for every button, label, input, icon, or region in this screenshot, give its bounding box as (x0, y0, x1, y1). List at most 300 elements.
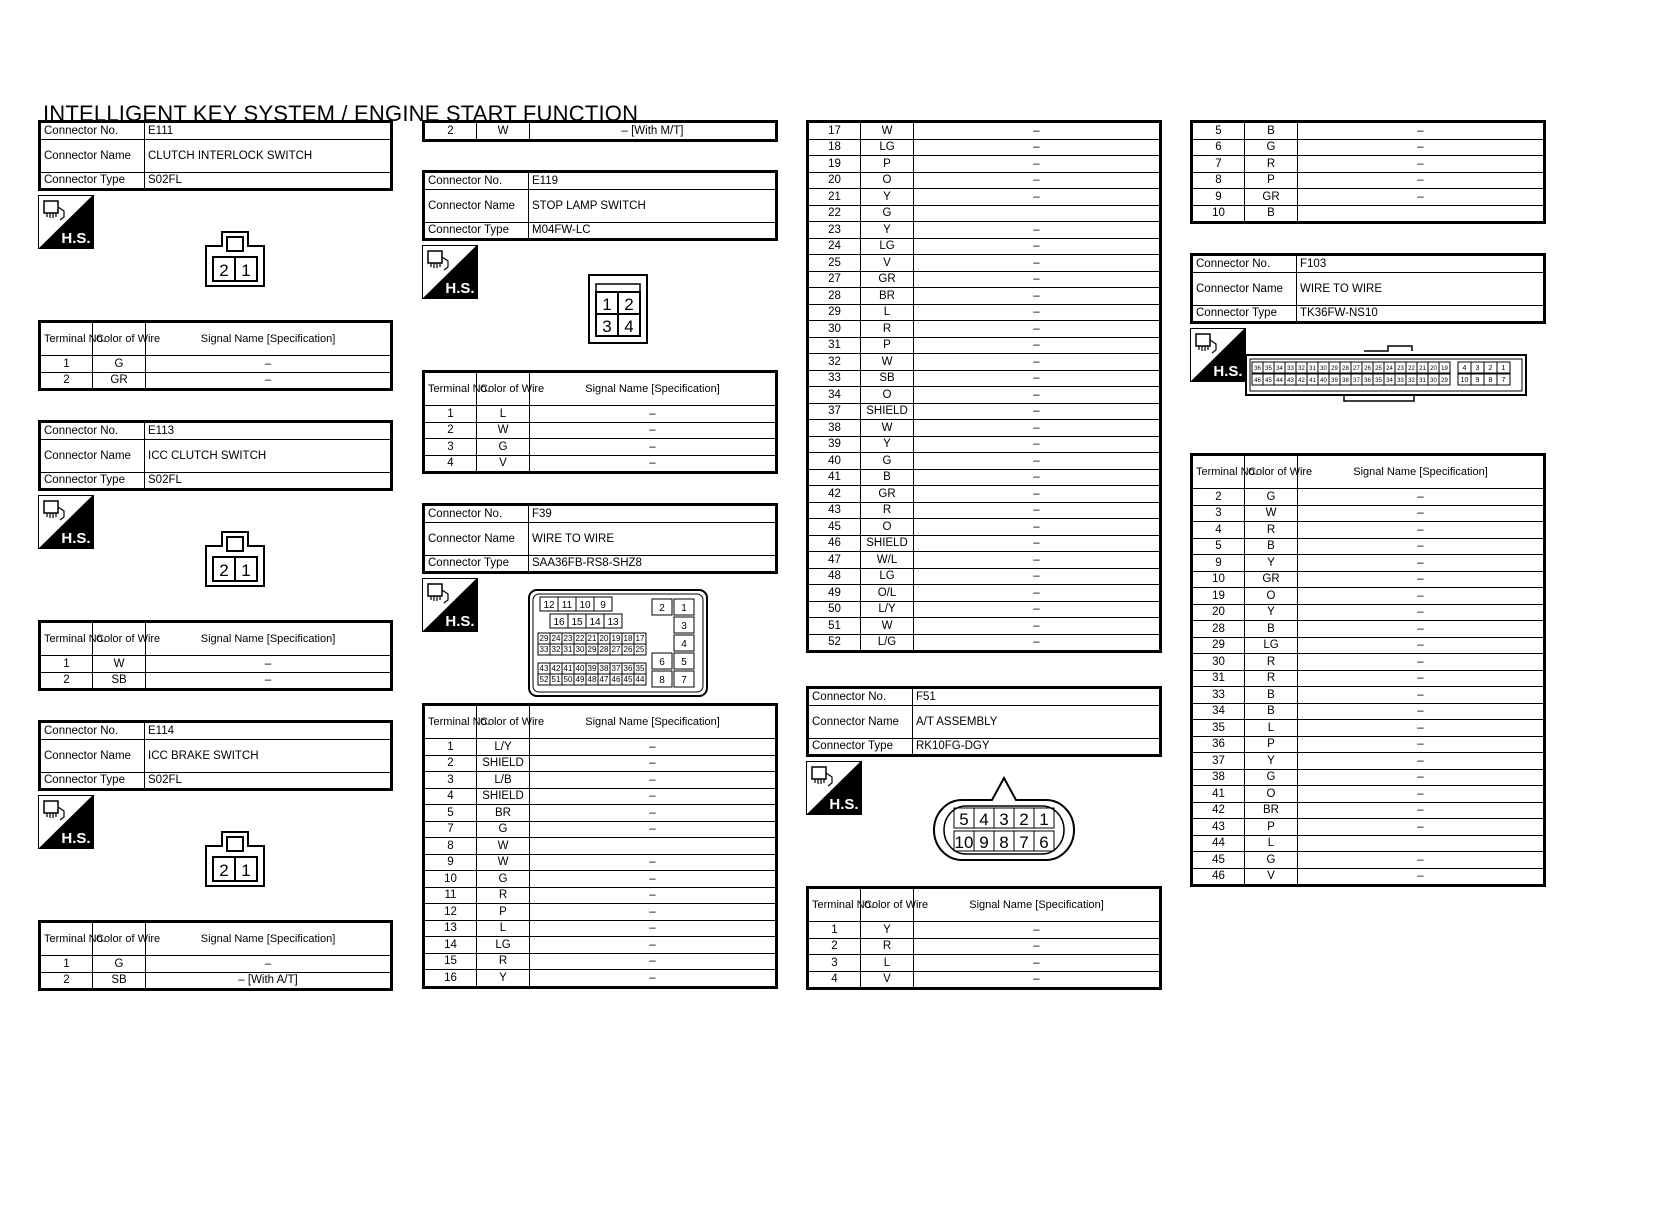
signal-name: – (530, 422, 777, 439)
terminal-table (38, 920, 393, 991)
signal-name: – (1298, 505, 1545, 522)
terminal-no: 29 (1192, 637, 1245, 654)
terminal-no: 33 (808, 370, 861, 387)
terminal-no: 2 (40, 672, 93, 690)
terminal-no: 11 (424, 887, 477, 904)
terminal-no: 20 (808, 172, 861, 189)
pin-label: 25 (1375, 366, 1382, 372)
pin-label: 20 (1430, 366, 1437, 372)
table-row (1192, 868, 1545, 886)
table-row (1192, 670, 1545, 687)
terminal-table (422, 703, 778, 989)
wire-color: BR (861, 288, 914, 305)
wire-color: V (1245, 868, 1298, 886)
terminal-table (422, 370, 778, 474)
terminal-no: 43 (1192, 819, 1245, 836)
terminal-no: 34 (1192, 703, 1245, 720)
pin-label: 44 (635, 675, 645, 684)
wire-color: G (1245, 769, 1298, 786)
pin-label: 42 (551, 664, 561, 673)
terminal-no: 28 (1192, 621, 1245, 638)
wire-color: O (861, 172, 914, 189)
pin-label: 34 (1276, 366, 1283, 372)
pin-label: 5 (959, 810, 969, 829)
pin-label: 44 (1276, 378, 1283, 384)
pin-label: 46 (611, 675, 621, 684)
hs-label: H.S. (445, 280, 475, 297)
wire-color: G (93, 356, 146, 373)
pin-label: 5 (681, 657, 687, 668)
signal-name: – (530, 937, 777, 954)
pin-label: 31 (1419, 378, 1426, 384)
wire-color: SB (93, 972, 146, 990)
terminal-no: 9 (1192, 189, 1245, 206)
signal-name: – (1298, 172, 1545, 189)
connector-name-value: ICC CLUTCH SWITCH (145, 439, 392, 472)
wire-color: R (861, 502, 914, 519)
wire-color: L (861, 955, 914, 972)
pin-label: 22 (1408, 366, 1415, 372)
connector-f103 (1190, 253, 1546, 883)
wire-color: L (477, 406, 530, 423)
signal-name: – (914, 387, 1161, 404)
table-row (1192, 489, 1545, 506)
table-row (808, 618, 1161, 635)
wire-color: P (1245, 172, 1298, 189)
connector-type-value: TK36FW-NS10 (1297, 305, 1545, 323)
terminal-table (1190, 453, 1546, 887)
hs-label: H.S. (829, 796, 859, 813)
terminal-table-f51-cont (1190, 120, 1546, 224)
signal-name: – (914, 271, 1161, 288)
wire-color: GR (1245, 571, 1298, 588)
signal-name: – (1298, 819, 1545, 836)
pin-label: 43 (1287, 378, 1294, 384)
table-row (424, 805, 777, 822)
wire-color-header: Color of Wire (93, 622, 146, 656)
signal-name: – (530, 854, 777, 871)
connector-e119 (422, 170, 778, 470)
signal-name: – (146, 956, 392, 973)
table-row (1192, 122, 1545, 140)
table-row (808, 222, 1161, 239)
wire-color: SHIELD (861, 403, 914, 420)
terminal-no: 44 (1192, 835, 1245, 852)
signal-name-header: Signal Name [Specification] (1298, 455, 1545, 489)
terminal-no: 42 (1192, 802, 1245, 819)
wire-color: W (477, 122, 530, 141)
pin-label: 36 (623, 664, 633, 673)
signal-name: – (530, 904, 777, 921)
pin-label: 2 (1488, 365, 1493, 372)
pin-label: 7 (1019, 833, 1029, 852)
pin-label: 2 (659, 603, 665, 614)
connector-f51 (806, 686, 1162, 986)
pin-label: 35 (1265, 366, 1272, 372)
wire-color: L/B (477, 772, 530, 789)
pin-label: 38 (1342, 378, 1349, 384)
terminal-table (806, 886, 1162, 990)
signal-name: – (530, 772, 777, 789)
table-row (1192, 720, 1545, 737)
pin-label: 42 (1298, 378, 1305, 384)
signal-name: – (914, 304, 1161, 321)
pin-label: 47 (599, 675, 609, 684)
signal-name: – (914, 519, 1161, 536)
terminal-table (422, 120, 778, 142)
connector-name-label: Connector Name (40, 439, 145, 472)
pin-label: 39 (1331, 378, 1338, 384)
signal-name: – (914, 436, 1161, 453)
hs-label: H.S. (61, 530, 91, 547)
table-row (808, 955, 1161, 972)
hs-label: H.S. (445, 613, 475, 630)
signal-name: – (914, 502, 1161, 519)
signal-name: – (530, 821, 777, 838)
pin-label: 32 (1408, 378, 1415, 384)
pin-label: 27 (611, 645, 621, 654)
table-row (808, 469, 1161, 486)
signal-name: – (1298, 736, 1545, 753)
connector-no-value: E111 (145, 122, 392, 140)
wire-color: P (1245, 819, 1298, 836)
signal-name: – (914, 189, 1161, 206)
signal-name: – (530, 755, 777, 772)
harness-side-icon (422, 578, 480, 634)
terminal-no: 9 (424, 854, 477, 871)
pin-label: 45 (623, 675, 633, 684)
pin-label: 30 (575, 645, 585, 654)
wire-color: P (477, 904, 530, 921)
pin-label: 2 (219, 561, 229, 580)
pin-label: 43 (539, 664, 549, 673)
connector-no-value: E114 (145, 722, 392, 740)
table-row (1192, 621, 1545, 638)
terminal-no: 16 (424, 970, 477, 988)
pin-label: 2 (624, 295, 634, 314)
pin-label: 8 (999, 833, 1009, 852)
signal-name: – (914, 288, 1161, 305)
terminal-no: 19 (808, 156, 861, 173)
table-row (808, 172, 1161, 189)
pin-label: 24 (551, 634, 561, 643)
pin-label: 35 (1375, 378, 1382, 384)
terminal-no: 19 (1192, 588, 1245, 605)
signal-name: – (1298, 786, 1545, 803)
table-row (1192, 703, 1545, 720)
signal-name: – (1298, 621, 1545, 638)
pin-label: 9 (1475, 377, 1480, 384)
signal-name: – (914, 222, 1161, 239)
wire-color: SB (861, 370, 914, 387)
signal-name: – (1298, 522, 1545, 539)
terminal-no: 3 (1192, 505, 1245, 522)
terminal-no: 38 (1192, 769, 1245, 786)
signal-name: – (914, 370, 1161, 387)
pin-label: 33 (1397, 378, 1404, 384)
wire-color: BR (1245, 802, 1298, 819)
terminal-no: 8 (424, 838, 477, 855)
terminal-no: 41 (808, 469, 861, 486)
connector-type-label: Connector Type (808, 738, 913, 756)
terminal-no: 52 (808, 634, 861, 652)
pin-label: 23 (1397, 366, 1404, 372)
pin-label: 1 (241, 861, 251, 880)
pin-label: 31 (1309, 366, 1316, 372)
pin-label: 8 (1488, 377, 1493, 384)
pin-label: 29 (539, 634, 549, 643)
table-row (808, 535, 1161, 552)
pin-label: 4 (1462, 365, 1467, 372)
table-row (808, 304, 1161, 321)
table-row (808, 321, 1161, 338)
table-row (808, 156, 1161, 173)
connector-face-diagram (528, 589, 708, 697)
signal-name: – (1298, 753, 1545, 770)
pin-label: 15 (571, 617, 583, 628)
wire-color: Y (861, 222, 914, 239)
terminal-no: 40 (808, 453, 861, 470)
table-row (424, 455, 777, 473)
table-row (808, 436, 1161, 453)
table-row (808, 205, 1161, 222)
pin-label: 32 (1298, 366, 1305, 372)
wire-color: O (861, 519, 914, 536)
signal-name: – (146, 372, 392, 390)
connector-e113 (38, 420, 393, 687)
connector-type-value: S02FL (145, 772, 392, 790)
pin-label: 26 (623, 645, 633, 654)
pin-label: 6 (659, 657, 665, 668)
pin-label: 33 (1287, 366, 1294, 372)
terminal-no: 2 (1192, 489, 1245, 506)
signal-name: – (530, 920, 777, 937)
connector-name-value: STOP LAMP SWITCH (529, 189, 777, 222)
pin-label: 41 (563, 664, 573, 673)
wire-color: Y (861, 189, 914, 206)
wire-color: Y (1245, 555, 1298, 572)
signal-name: – (914, 403, 1161, 420)
wire-color: L/Y (861, 601, 914, 618)
connector-no-value: F51 (913, 688, 1161, 706)
table-row (424, 887, 777, 904)
terminal-table (806, 120, 1162, 653)
terminal-no: 14 (424, 937, 477, 954)
pin-label: 9 (979, 833, 989, 852)
table-row (808, 634, 1161, 652)
wire-color: R (1245, 670, 1298, 687)
terminal-no: 5 (424, 805, 477, 822)
table-row (808, 337, 1161, 354)
pin-label: 46 (1254, 378, 1261, 384)
pin-label: 18 (623, 634, 633, 643)
wire-color: W (861, 354, 914, 371)
wire-color: W (861, 420, 914, 437)
signal-name: – (530, 788, 777, 805)
table-row (808, 585, 1161, 602)
pin-label: 10 (954, 833, 974, 852)
terminal-no: 24 (808, 238, 861, 255)
pin-label: 1 (1039, 810, 1049, 829)
table-row (424, 904, 777, 921)
table-row (808, 519, 1161, 536)
wire-color: SHIELD (477, 755, 530, 772)
wire-color: B (1245, 122, 1298, 140)
harness-side-icon (806, 761, 864, 817)
table-row (424, 953, 777, 970)
signal-name: – (914, 552, 1161, 569)
signal-name: – (1298, 156, 1545, 173)
table-row (808, 271, 1161, 288)
connector-face-diagram (1244, 345, 1528, 403)
signal-name: – (1298, 489, 1545, 506)
signal-name: – (1298, 122, 1545, 140)
signal-name: – (914, 156, 1161, 173)
signal-name: – (530, 805, 777, 822)
connector-no-label: Connector No. (424, 172, 529, 190)
signal-name: – [With A/T] (146, 972, 392, 990)
pin-label: 3 (681, 621, 687, 632)
signal-name: – (914, 172, 1161, 189)
terminal-no: 43 (808, 502, 861, 519)
terminal-no: 4 (424, 455, 477, 473)
signal-name: – (1298, 670, 1545, 687)
hs-label: H.S. (61, 230, 91, 247)
terminal-no: 5 (1192, 538, 1245, 555)
table-row (1192, 571, 1545, 588)
pin-label: 2 (1019, 810, 1029, 829)
pin-label: 3 (1475, 365, 1480, 372)
table-row (1192, 819, 1545, 836)
signal-name: – (530, 406, 777, 423)
connector-face-diagram (204, 830, 266, 888)
pin-label: 19 (1441, 366, 1448, 372)
connector-info-table (1190, 253, 1546, 324)
connector-name-value: A/T ASSEMBLY (913, 705, 1161, 738)
wire-color: LG (477, 937, 530, 954)
signal-name: – (1298, 868, 1545, 886)
terminal-no: 48 (808, 568, 861, 585)
pin-label: 4 (979, 810, 989, 829)
wire-color: L (1245, 835, 1298, 852)
connector-face-diagram (204, 230, 266, 288)
table-row (1192, 156, 1545, 173)
terminal-no: 29 (808, 304, 861, 321)
wire-color: W (93, 656, 146, 673)
terminal-no-header: Terminal No. (424, 705, 477, 739)
wire-color: R (477, 887, 530, 904)
harness-side-icon (38, 195, 96, 251)
signal-name: – (1298, 703, 1545, 720)
connector-info-table (38, 420, 393, 491)
table-row (1192, 753, 1545, 770)
signal-name (530, 838, 777, 855)
connector-type-label: Connector Type (40, 772, 145, 790)
wire-color: LG (1245, 637, 1298, 654)
terminal-no: 30 (1192, 654, 1245, 671)
connector-name-value: WIRE TO WIRE (1297, 272, 1545, 305)
terminal-no: 34 (808, 387, 861, 404)
signal-name: – (914, 618, 1161, 635)
terminal-no: 17 (808, 122, 861, 140)
wire-color: B (1245, 538, 1298, 555)
table-row (424, 406, 777, 423)
terminal-no: 23 (808, 222, 861, 239)
terminal-table (38, 320, 393, 391)
wire-color: G (1245, 852, 1298, 869)
table-row (1192, 802, 1545, 819)
pin-label: 7 (681, 675, 687, 686)
connector-no-label: Connector No. (40, 722, 145, 740)
signal-name-header: Signal Name [Specification] (146, 622, 392, 656)
terminal-no: 27 (808, 271, 861, 288)
connector-name-label: Connector Name (808, 705, 913, 738)
table-row (424, 122, 777, 141)
wire-color: L (1245, 720, 1298, 737)
table-row (1192, 172, 1545, 189)
connector-face-diagram (588, 274, 648, 344)
terminal-no: 13 (424, 920, 477, 937)
wire-color: R (477, 953, 530, 970)
wire-color: LG (861, 139, 914, 156)
terminal-no: 2 (424, 422, 477, 439)
wire-color: G (861, 205, 914, 222)
connector-no-value: E113 (145, 422, 392, 440)
connector-no-label: Connector No. (1192, 255, 1297, 273)
pin-label: 27 (1353, 366, 1360, 372)
wire-color: L/Y (477, 739, 530, 756)
connector-info-table (806, 686, 1162, 757)
signal-name: – (914, 321, 1161, 338)
table-row (1192, 189, 1545, 206)
connector-no-label: Connector No. (424, 505, 529, 523)
connector-face-diagram (204, 530, 266, 588)
wire-color: O/L (861, 585, 914, 602)
wire-color: GR (861, 486, 914, 503)
table-row (1192, 637, 1545, 654)
table-row (808, 288, 1161, 305)
signal-name: – (530, 871, 777, 888)
signal-name: – (914, 971, 1161, 989)
wire-color: V (477, 455, 530, 473)
wire-color: Y (861, 436, 914, 453)
wire-color: P (861, 156, 914, 173)
wire-color: W (861, 122, 914, 140)
pin-label: 37 (611, 664, 621, 673)
pin-label: 1 (681, 603, 687, 614)
table-row (808, 370, 1161, 387)
signal-name: – (530, 739, 777, 756)
table-row (1192, 852, 1545, 869)
signal-name: – (914, 420, 1161, 437)
pin-label: 9 (600, 600, 606, 611)
terminal-no-header: Terminal No. (40, 622, 93, 656)
terminal-no: 33 (1192, 687, 1245, 704)
terminal-no: 28 (808, 288, 861, 305)
signal-name: – (1298, 538, 1545, 555)
signal-name: – (530, 970, 777, 988)
table-row (424, 755, 777, 772)
wire-color: L (477, 920, 530, 937)
terminal-no: 4 (1192, 522, 1245, 539)
table-row (808, 552, 1161, 569)
terminal-no: 51 (808, 618, 861, 635)
signal-name: – (914, 486, 1161, 503)
connector-no-label: Connector No. (40, 422, 145, 440)
pin-label: 26 (1364, 366, 1371, 372)
wire-color-header: Color of Wire (1245, 455, 1298, 489)
connector-type-value: M04FW-LC (529, 222, 777, 240)
